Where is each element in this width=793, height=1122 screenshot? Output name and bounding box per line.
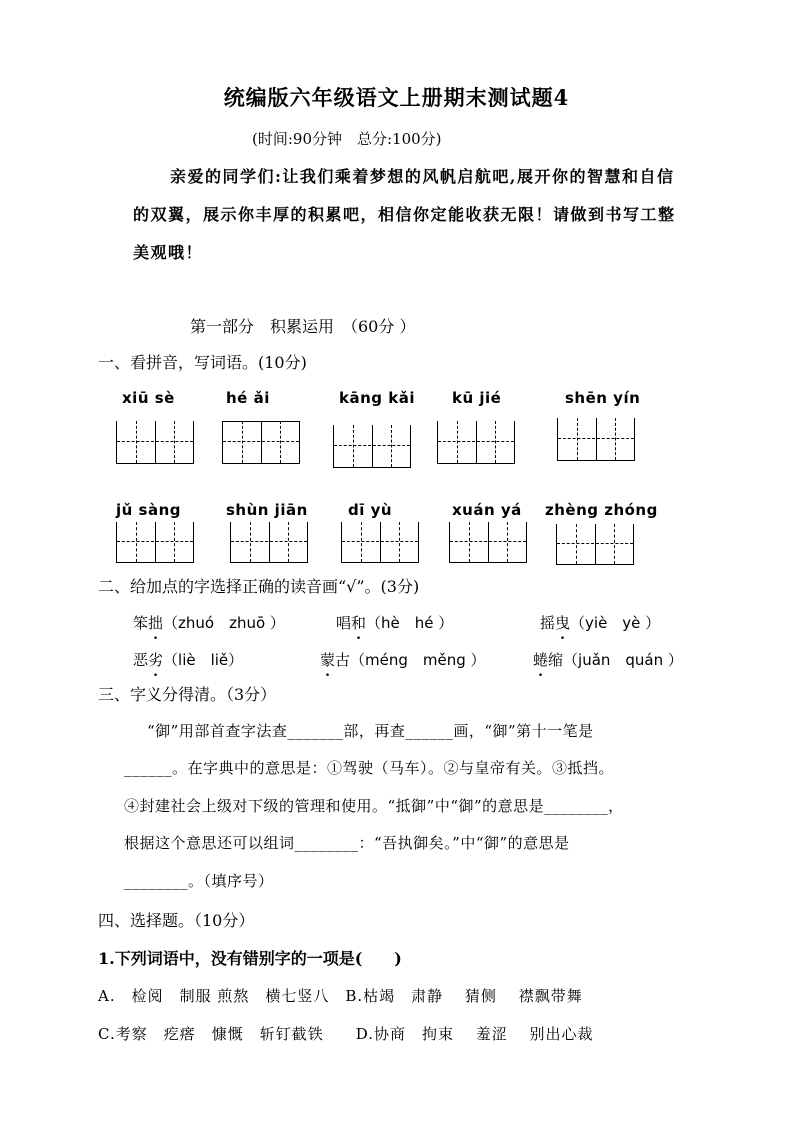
pinyin-6: jǔ sàng [116,501,182,519]
q2-options[interactable]: （zhuó zhuō ） [163,614,285,632]
q1-heading: 一、看拼音，写词语。(10分) [98,353,307,372]
writing-grid[interactable] [556,524,634,565]
q4-question: 1.下列词语中，没有错别字的一项是( ) [98,949,402,968]
q2-item: 恶劣（liè liě） [133,651,244,669]
writing-grid[interactable] [341,522,419,563]
q3-line-4: 根据这个意思还可以组词________：“吾执御矣。”中“御”的意思是 [124,834,570,852]
q4-options-cd[interactable]: C.考察 疙瘩 慷慨 斩钉截铁 D.协商 拘束 羞涩 别出心裁 [98,1025,594,1043]
q2-options[interactable]: （yiè yè ） [570,614,661,632]
exam-info: (时间:90分钟 总分:100分) [252,130,442,148]
q4-heading: 四、选择题。（10分） [98,911,255,930]
pinyin-4: kū jié [452,389,502,407]
writing-grid[interactable] [116,522,194,563]
intro-line-2: 的双翼，展示你丰厚的积累吧，相信你定能收获无限！请做到书写工整 [133,205,676,224]
intro-line-1: 亲爱的同学们:让我们乘着梦想的风帆启航吧,展开你的智慧和自信 [170,167,675,186]
q2-item: 摇曳（yiè yè ） [540,614,661,632]
q3-heading: 三、字义分得清。（3分） [98,685,277,704]
writing-grid[interactable] [116,421,194,464]
pinyin-3: kāng kǎi [339,389,415,407]
page-title: 统编版六年级语文上册期末测试题4 [223,85,570,110]
q3-line-1: “御”用部首查字法查_______部，再查______画，“御”第十一笔是 [147,722,594,740]
q2-options[interactable]: （liè liě） [163,651,244,669]
pinyin-5: shēn yín [565,389,641,407]
q2-options[interactable]: （méng měng ） [350,651,486,669]
pinyin-1: xiū sè [122,389,175,407]
q2-item: 蒙古（méng měng ） [320,651,486,669]
q3-line-3: ④封建社会上级对下级的管理和使用。“抵御”中“御”的意思是________， [124,797,624,815]
pinyin-2: hé ǎi [226,389,270,407]
q2-heading: 二、给加点的字选择正确的读音画“√”。(3分) [98,577,420,596]
writing-grid[interactable] [222,421,300,464]
pinyin-10: zhèng zhóng [545,501,658,519]
q2-item: 笨拙（zhuó zhuō ） [133,614,285,632]
q2-options[interactable]: （juǎn quán ） [563,651,683,669]
q3-line-2: ______。在字典中的意思是：①驾驶（马车）。②与皇帝有关。③抵挡。 [124,759,615,777]
writing-grid[interactable] [230,522,308,563]
pinyin-7: shùn jiān [226,501,308,519]
q4-options-ab[interactable]: A. 检阅 制服 煎熬 横七竖八 B.枯竭 肃静 猜侧 襟飘带舞 [98,987,583,1005]
intro-line-3: 美观哦！ [133,243,204,262]
part-heading: 第一部分 积累运用 （60分 ） [190,317,416,336]
q2-options[interactable]: （hè hé ） [366,614,454,632]
pinyin-9: xuán yá [452,501,522,519]
writing-grid[interactable] [557,418,635,461]
q3-line-5: ________。（填序号） [124,872,274,890]
writing-grid[interactable] [333,425,411,468]
pinyin-8: dī yù [348,501,393,519]
writing-grid[interactable] [449,522,527,563]
q2-item: 蜷缩（juǎn quán ） [533,651,683,669]
writing-grid[interactable] [437,421,515,464]
q2-item: 唱和（hè hé ） [336,614,454,632]
